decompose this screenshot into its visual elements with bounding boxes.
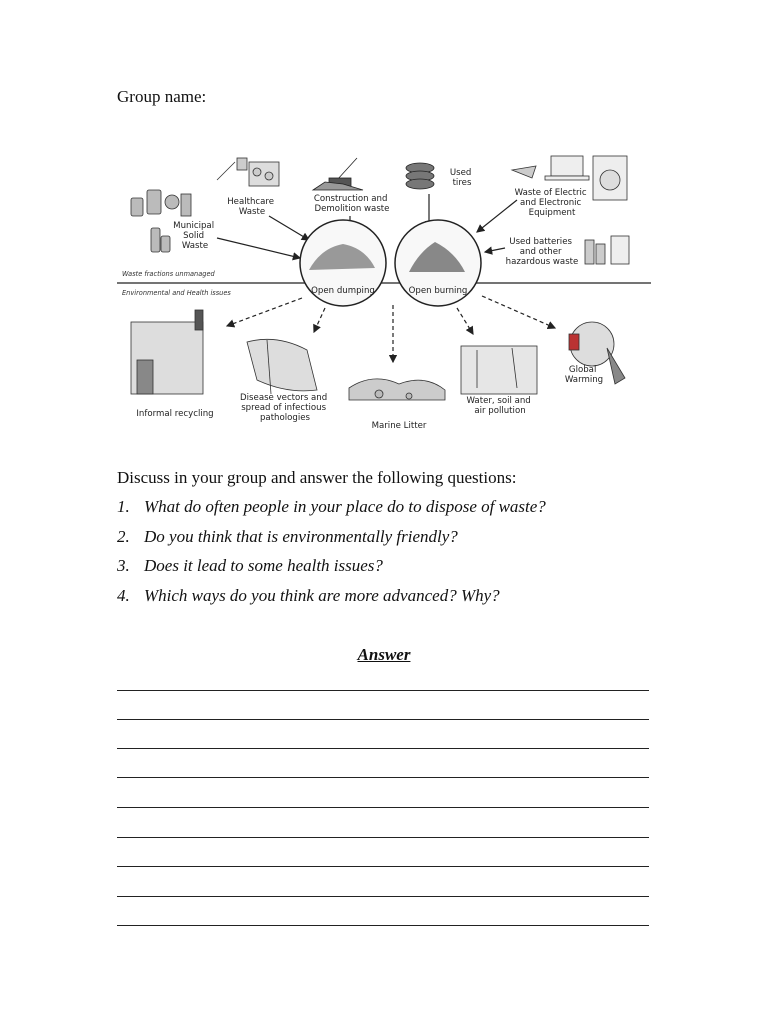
question-item — [117, 527, 546, 557]
label-open-burning: Open burning — [408, 286, 468, 296]
answer-line[interactable] — [117, 690, 649, 691]
label-construction-waste: Construction and Demolition waste — [313, 194, 390, 214]
question-text: Do you think that is environmentally friendly? — [144, 526, 458, 546]
label-pollution: Water, soil and air pollution — [466, 396, 531, 416]
question-item — [117, 497, 546, 527]
group-name-label: Group name: — [117, 87, 207, 106]
question-text: Which ways do you think are more advanced? Why? — [144, 585, 500, 605]
question-number: 3. — [117, 556, 130, 575]
question-item — [117, 586, 546, 616]
answer-line[interactable] — [117, 925, 649, 926]
label-environmental-health-issues: Environmental and Health issues — [122, 289, 231, 297]
label-informal-recycling: Informal recycling — [136, 409, 214, 419]
label-disease-vectors: Disease vectors and spread of infectious pathologies — [240, 393, 328, 423]
instruction-text: Discuss in your group and answer the following questions: — [117, 468, 517, 487]
label-electronic-waste: Waste of Electric and Electronic Equipment — [514, 188, 587, 218]
answer-line[interactable] — [117, 837, 649, 838]
label-waste-fractions-unmanaged: Waste fractions unmanaged — [122, 270, 215, 278]
question-number: 4. — [117, 585, 130, 605]
label-open-dumping: Open dumping — [311, 286, 375, 296]
label-batteries: Used batteries and other hazardous waste — [505, 237, 579, 267]
answer-line[interactable] — [117, 777, 649, 778]
question-text: Does it lead to some health issues? — [144, 556, 383, 575]
question-list — [117, 497, 546, 615]
disease-vectors-icon — [247, 339, 317, 394]
waste-management-diagram — [117, 150, 651, 435]
answer-line[interactable] — [117, 866, 649, 867]
label-used-tires: Used tires — [449, 168, 472, 188]
question-text: What do often people in your place do to dispose of waste? — [144, 497, 546, 516]
question-number: 2. — [117, 526, 130, 546]
construction-waste-icon — [313, 158, 363, 190]
label-global-warming: Global Warming — [564, 365, 604, 385]
question-item — [117, 556, 546, 586]
answer-line[interactable] — [117, 896, 649, 897]
healthcare-waste-icon — [217, 158, 279, 186]
question-number: 1. — [117, 497, 130, 516]
marine-litter-icon — [349, 379, 445, 400]
pollution-icon — [461, 346, 537, 394]
answer-line[interactable] — [117, 748, 649, 749]
answer-line[interactable] — [117, 807, 649, 808]
used-tires-icon — [406, 163, 434, 189]
answer-heading: Answer — [357, 645, 411, 664]
informal-recycling-icon — [131, 310, 203, 394]
label-municipal-waste: Municipal Solid Waste — [173, 221, 215, 251]
label-healthcare-waste: Healthcare Waste — [227, 197, 275, 217]
label-marine-litter: Marine Litter — [371, 421, 427, 431]
batteries-icon — [585, 236, 629, 264]
answer-line[interactable] — [117, 719, 649, 720]
